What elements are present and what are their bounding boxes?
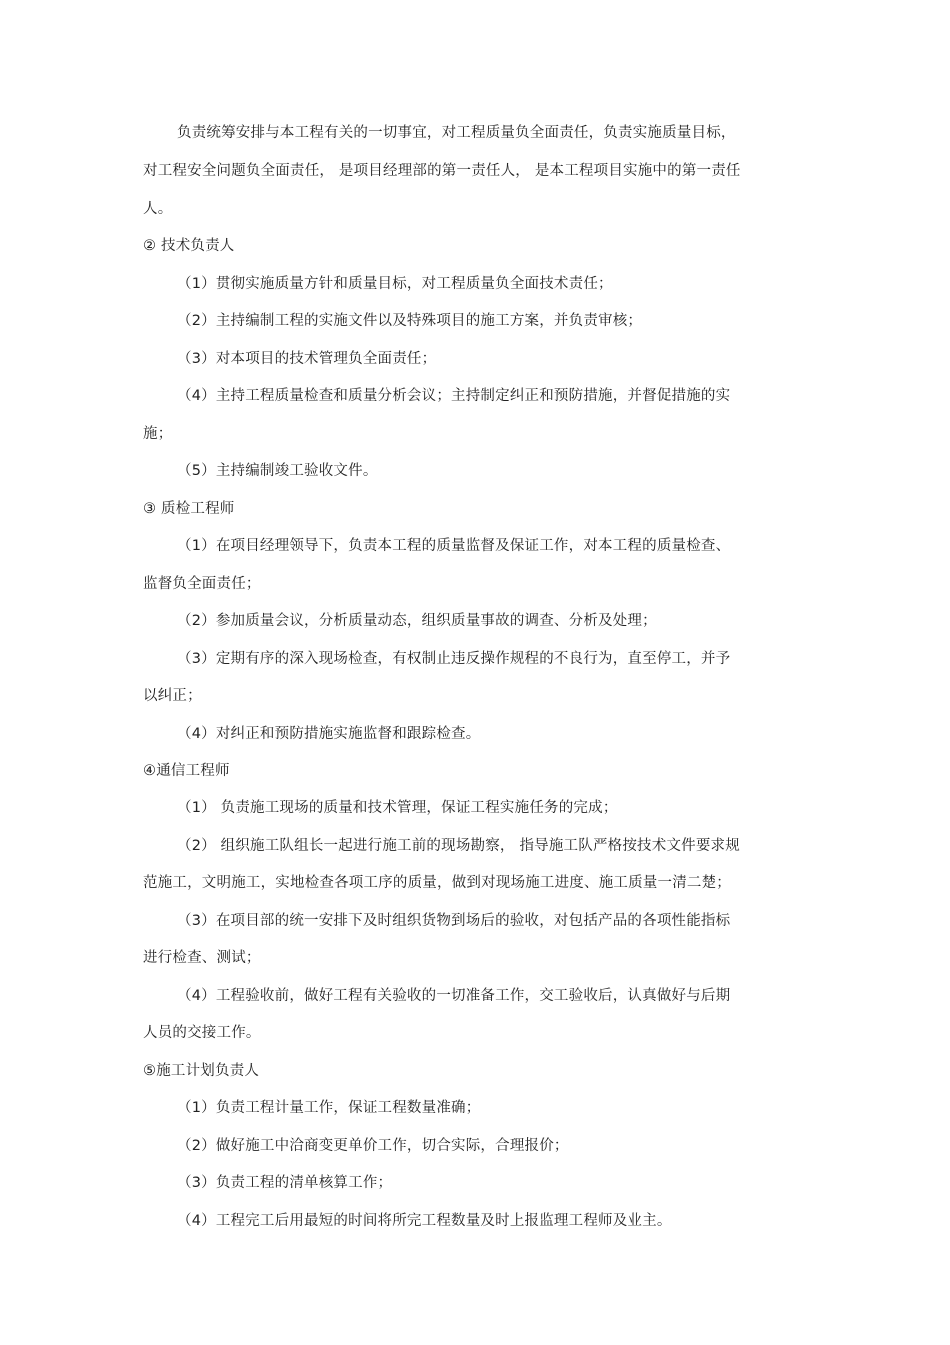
section-2-item: （3）对本项目的技术管理负全面责任；	[177, 351, 437, 367]
section-2-item: （2）主持编制工程的实施文件以及特殊项目的施工方案，并负责审核；	[177, 313, 643, 329]
section-3-heading: ③ 质检工程师	[143, 501, 235, 517]
section-2-heading: ② 技术负责人	[143, 238, 235, 254]
section-3-item: （3）定期有序的深入现场检查，有权制止违反操作规程的不良行为，直至停工，并予	[177, 651, 731, 667]
section-4-item: （2） 组织施工队组长一起进行施工前的现场勘察， 指导施工队严格按技术文件要求规	[177, 838, 740, 854]
section-5-item: （1）负责工程计量工作，保证工程数量准确；	[177, 1100, 481, 1116]
section-4-item: （4）工程验收前，做好工程有关验收的一切准备工作，交工验收后，认真做好与后期	[177, 988, 731, 1004]
section-3-item-continuation: 以纠正；	[143, 688, 202, 704]
section-2-item: （4）主持工程质量检查和质量分析会议；主持制定纠正和预防措施，并督促措施的实	[177, 388, 731, 404]
intro-line-2: 对工程安全问题负全面责任， 是项目经理部的第一责任人， 是本工程项目实施中的第一责任	[143, 163, 741, 179]
section-5-heading: ⑤施工计划负责人	[143, 1063, 260, 1079]
section-4-item-continuation: 进行检查、测试；	[143, 950, 261, 966]
section-5-item: （2）做好施工中洽商变更单价工作，切合实际，合理报价；	[177, 1138, 569, 1154]
section-2-item: （5）主持编制竣工验收文件。	[177, 463, 378, 479]
section-4-item: （1） 负责施工现场的质量和技术管理，保证工程实施任务的完成；	[177, 800, 618, 816]
section-2-item-continuation: 施；	[143, 426, 173, 442]
section-5-item: （4）工程完工后用最短的时间将所完工程数量及时上报监理工程师及业主。	[177, 1213, 672, 1229]
section-4-item-continuation: 范施工，文明施工，实地检查各项工序的质量，做到对现场施工进度、施工质量一清二楚；	[143, 875, 731, 891]
section-2-item: （1）贯彻实施质量方针和质量目标，对工程质量负全面技术责任；	[177, 276, 613, 292]
section-4-item-continuation: 人员的交接工作。	[143, 1025, 261, 1041]
section-3-item-continuation: 监督负全面责任；	[143, 576, 261, 592]
section-5-item: （3）负责工程的清单核算工作；	[177, 1175, 393, 1191]
section-3-item: （4）对纠正和预防措施实施监督和跟踪检查。	[177, 726, 481, 742]
section-4-heading: ④通信工程师	[143, 763, 230, 779]
section-3-item: （2）参加质量会议，分析质量动态，组织质量事故的调查、分析及处理；	[177, 613, 657, 629]
section-3-item: （1）在项目经理领导下，负责本工程的质量监督及保证工作，对本工程的质量检查、	[177, 538, 731, 554]
section-4-item: （3）在项目部的统一安排下及时组织货物到场后的验收，对包括产品的各项性能指标	[177, 913, 731, 929]
intro-line-3: 人。	[143, 201, 173, 217]
intro-line-1: 负责统筹安排与本工程有关的一切事宜，对工程质量负全面责任，负责实施质量目标，	[177, 125, 736, 141]
